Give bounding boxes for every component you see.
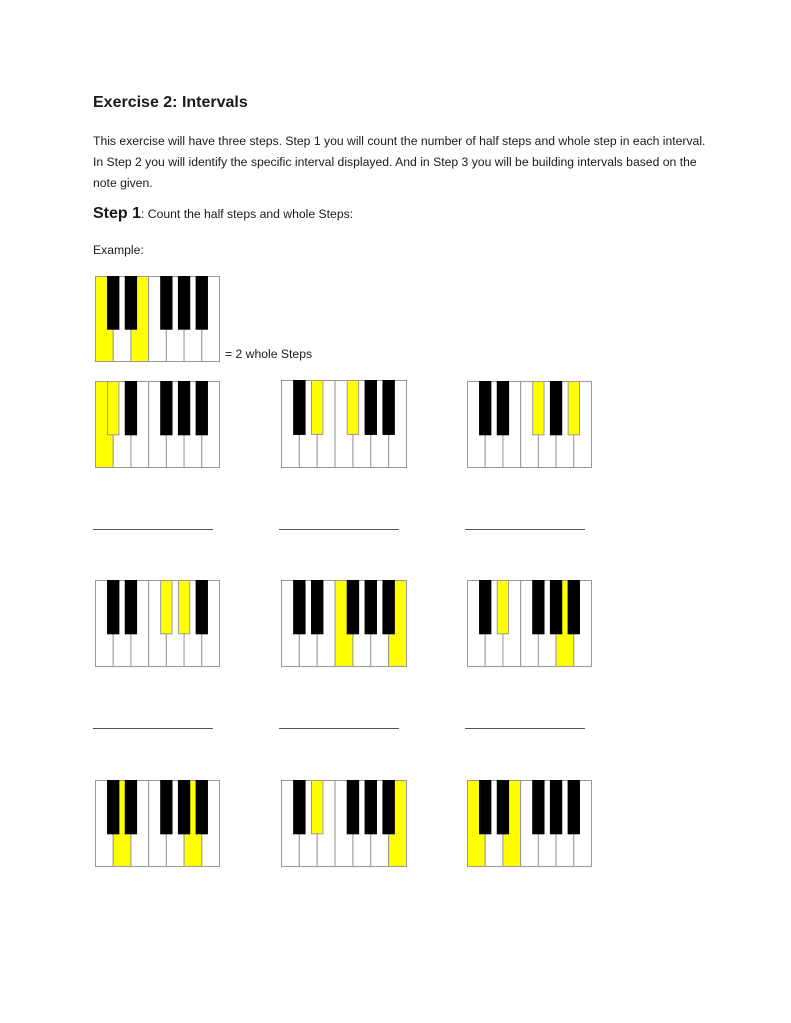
black-key (550, 382, 561, 435)
keyboard-q2 (281, 380, 407, 468)
black-key (497, 781, 508, 834)
black-key (178, 277, 189, 330)
black-key (108, 781, 119, 834)
black-key (161, 277, 172, 330)
black-key (365, 581, 376, 634)
keyboard-q1 (95, 381, 220, 468)
answer-line-q6[interactable] (465, 728, 585, 729)
keyboard-example (95, 276, 220, 362)
answer-line-q4[interactable] (93, 728, 213, 729)
black-key (383, 781, 394, 834)
step1-instruction: : Count the half steps and whole Steps: (141, 207, 354, 221)
black-key (178, 781, 189, 834)
answer-line-q5[interactable] (279, 728, 399, 729)
black-key (383, 381, 394, 435)
black-key (108, 277, 119, 330)
black-key (178, 382, 189, 435)
black-key (125, 781, 136, 834)
intro-paragraph: This exercise will have three steps. Step 1 you will count the number of half steps and whole step in each interval. In Step 2 you will identify the specific interval displayed. And in Step 3 you will be building intervals based on the note given. (93, 134, 706, 190)
black-key (550, 781, 561, 834)
keyboard-q9 (467, 780, 592, 867)
exercise-title: Exercise 2: Intervals (93, 94, 248, 111)
black-key (312, 381, 323, 435)
black-key (497, 382, 508, 435)
black-key (533, 581, 544, 634)
example-answer: = 2 whole Steps (225, 347, 313, 361)
black-key (312, 781, 323, 834)
black-key (294, 581, 305, 634)
black-key (196, 581, 207, 634)
black-key (480, 382, 491, 435)
keyboard-q7 (95, 780, 220, 867)
black-key (568, 781, 579, 834)
black-key (550, 581, 561, 634)
step1-heading (93, 205, 353, 223)
black-key (294, 781, 305, 834)
black-key (178, 581, 189, 634)
answer-line-q1[interactable] (93, 529, 213, 530)
black-key (497, 581, 508, 634)
black-key (161, 382, 172, 435)
black-key (161, 581, 172, 634)
black-key (294, 381, 305, 435)
black-key (383, 581, 394, 634)
example-label: Example: (93, 243, 144, 257)
keyboard-q8 (281, 780, 407, 867)
black-key (196, 277, 207, 330)
keyboard-q4 (95, 580, 220, 667)
black-key (108, 581, 119, 634)
answer-line-q2[interactable] (279, 529, 399, 530)
black-key (125, 581, 136, 634)
black-key (347, 581, 358, 634)
black-key (161, 781, 172, 834)
black-key (533, 382, 544, 435)
black-key (568, 581, 579, 634)
keyboard-q6 (467, 580, 592, 667)
black-key (533, 781, 544, 834)
black-key (196, 781, 207, 834)
black-key (480, 781, 491, 834)
black-key (568, 382, 579, 435)
black-key (196, 382, 207, 435)
step1-label: Step 1 (93, 205, 142, 222)
black-key (480, 581, 491, 634)
answer-line-q3[interactable] (465, 529, 585, 530)
black-key (347, 381, 358, 435)
black-key (125, 277, 136, 330)
keyboard-q3 (467, 381, 592, 468)
black-key (312, 581, 323, 634)
black-key (125, 382, 136, 435)
black-key (365, 381, 376, 435)
black-key (365, 781, 376, 834)
black-key (108, 382, 119, 435)
keyboard-q5 (281, 580, 407, 667)
black-key (347, 781, 358, 834)
